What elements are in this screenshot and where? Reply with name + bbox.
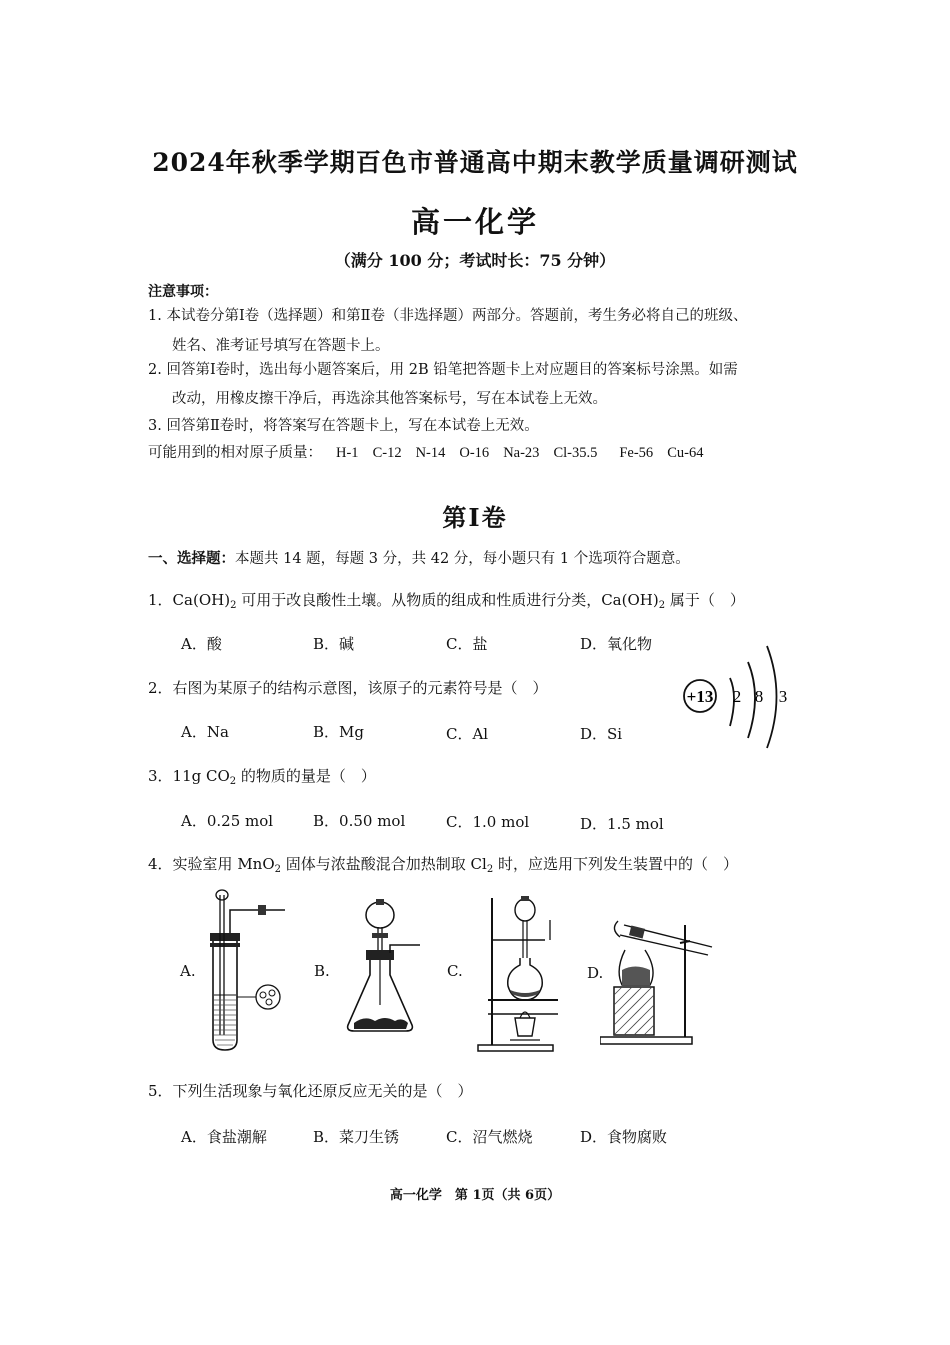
- subject-title: 高一化学: [410, 205, 539, 239]
- atomic-masses: [148, 441, 703, 462]
- q3-option-a[interactable]: A．0.25 mol: [181, 812, 274, 830]
- q-text: 右图为某原子的结构示意图，该原子的元素符号是（ ）: [172, 679, 548, 697]
- q2-option-a[interactable]: A．Na: [181, 723, 229, 741]
- q-text: 时，应选用下列发生装置中的（ ）: [493, 855, 738, 873]
- score-info: （满分 100 分；考试时长：75 分钟）: [334, 251, 616, 270]
- atomic-mass: O-16: [459, 445, 490, 461]
- q1-option-a[interactable]: A．酸: [181, 635, 222, 653]
- volume-title: 第Ⅰ卷: [442, 503, 508, 532]
- section-heading: [148, 547, 690, 568]
- q-text: Ca(OH): [172, 591, 231, 609]
- q1-option-d[interactable]: D．氧化物: [580, 635, 653, 653]
- q-text: 属于（ ）: [665, 591, 745, 609]
- apparatus-d-diagram[interactable]: [600, 915, 725, 1050]
- q-text: 可用于改良酸性土壤。从物质的组成和性质进行分类，Ca(OH): [236, 591, 659, 609]
- subscript: 2: [229, 776, 237, 787]
- shell-electrons-1: 2: [732, 687, 742, 706]
- shell-electrons-3: 3: [778, 687, 788, 706]
- electron-shell-3: [767, 646, 777, 748]
- note-1-cont: 姓名、准考证号填写在答题卡上。: [172, 338, 390, 354]
- q-text: 实验室用 MnO: [172, 855, 275, 873]
- atomic-mass: H-1: [336, 445, 359, 461]
- question-5: [148, 1080, 473, 1101]
- note-2: 2. 回答第Ⅰ卷时，选出每小题答案后，用 2B 铅笔把答题卡上对应题目的答案标号涂黑。如需: [148, 362, 738, 378]
- nucleus-charge: +13: [686, 687, 714, 706]
- subscript: 2: [658, 600, 666, 611]
- apparatus-c-diagram[interactable]: [470, 890, 570, 1055]
- q4-option-a-label[interactable]: A.: [180, 962, 196, 980]
- apparatus-a-diagram[interactable]: [200, 885, 290, 1055]
- q5-option-c[interactable]: C．沼气燃烧: [446, 1128, 533, 1146]
- question-number: 1．: [148, 591, 173, 609]
- q3-option-c[interactable]: C．1.0 mol: [446, 813, 530, 831]
- question-number: 5．: [148, 1082, 173, 1100]
- page-footer: 高一化学 第 1页（共 6页）: [389, 1188, 561, 1203]
- question-3: [148, 765, 376, 787]
- q1-option-b[interactable]: B．碱: [313, 635, 355, 653]
- atom-structure-diagram: [672, 640, 802, 750]
- question-number: 2．: [148, 679, 173, 697]
- q5-option-a[interactable]: A．食盐潮解: [181, 1128, 267, 1146]
- subscript: 2: [486, 864, 494, 875]
- note-1: 1. 本试卷分第Ⅰ卷（选择题）和第Ⅱ卷（非选择题）两部分。答题前，考生务必将自己的班级、: [148, 308, 748, 324]
- note-2-cont: 改动，用橡皮擦干净后，再选涂其他答案标号，写在本试卷上无效。: [172, 391, 607, 407]
- question-4: [148, 853, 738, 875]
- q4-option-c-label[interactable]: C.: [447, 962, 463, 980]
- atomic-mass: Na-23: [503, 445, 540, 461]
- q-text: 下列生活现象与氧化还原反应无关的是（ ）: [172, 1082, 473, 1100]
- question-number: 3．: [148, 767, 173, 785]
- q1-option-c[interactable]: C．盐: [446, 635, 488, 653]
- question-2: [148, 677, 548, 698]
- atomic-mass: Cu-64: [667, 445, 704, 461]
- subscript: 2: [274, 864, 282, 875]
- q3-option-b[interactable]: B．0.50 mol: [313, 812, 406, 830]
- section-label: 一、选择题：: [148, 550, 235, 567]
- subscript: 2: [230, 600, 237, 611]
- q5-option-d[interactable]: D．食物腐败: [580, 1128, 668, 1146]
- atomic-masses-label: 可能用到的相对原子质量：: [148, 445, 322, 461]
- apparatus-b-diagram[interactable]: [340, 895, 440, 1045]
- section-desc: 本题共 14 题，每题 3 分，共 42 分，每小题只有 1 个选项符合题意。: [235, 551, 690, 567]
- atomic-mass: C-12: [372, 445, 402, 461]
- q3-option-d[interactable]: D．1.5 mol: [580, 815, 664, 833]
- atomic-mass: N-14: [415, 445, 446, 461]
- q4-option-b-label[interactable]: B.: [314, 962, 330, 980]
- atomic-mass: Fe-56: [619, 445, 654, 461]
- q2-option-d[interactable]: D．Si: [580, 725, 623, 743]
- q2-option-b[interactable]: B．Mg: [313, 723, 364, 741]
- atomic-mass: Cl-35.5: [553, 445, 598, 461]
- question-number: 4．: [148, 855, 173, 873]
- q-text: 11g CO: [172, 767, 230, 785]
- question-1: [148, 589, 745, 611]
- q4-option-d-label[interactable]: D.: [587, 964, 604, 982]
- q5-option-b[interactable]: B．菜刀生锈: [313, 1128, 400, 1146]
- exam-title: 2024年秋季学期百色市普通高中期末教学质量调研测试: [152, 148, 798, 177]
- q2-option-c[interactable]: C．Al: [446, 725, 489, 743]
- notes-heading: 注意事项：: [148, 284, 218, 300]
- q-text: 的物质的量是（ ）: [236, 767, 376, 785]
- shell-electrons-2: 8: [754, 687, 764, 706]
- q-text: 固体与浓盐酸混合加热制取 Cl: [281, 855, 487, 873]
- note-3: 3. 回答第Ⅱ卷时，将答案写在答题卡上，写在本试卷上无效。: [148, 418, 539, 434]
